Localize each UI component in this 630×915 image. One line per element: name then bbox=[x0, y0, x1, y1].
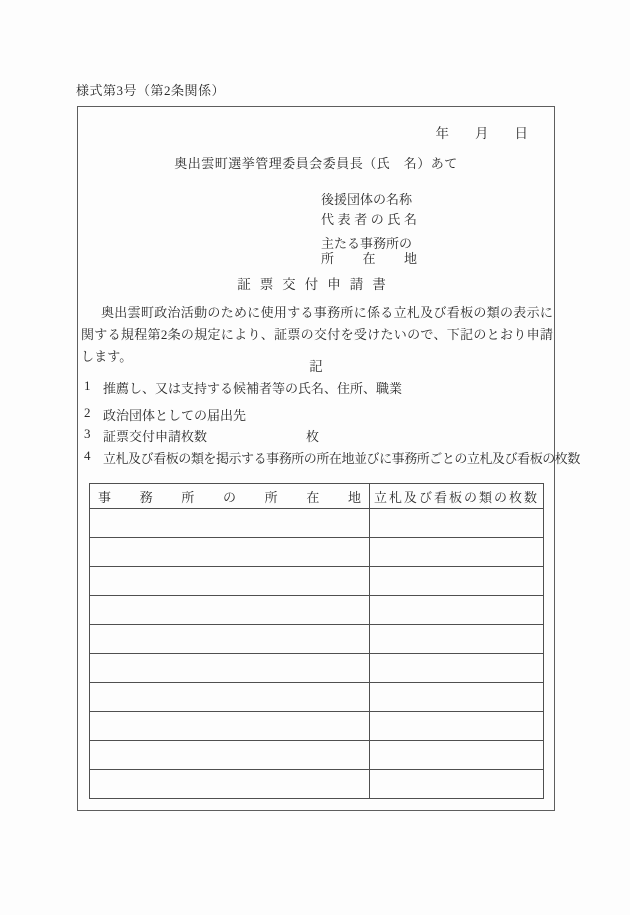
sign-count-cell bbox=[370, 683, 544, 712]
item-2-text: 政治団体としての届出先 bbox=[103, 408, 247, 423]
item-4-number: 4 bbox=[84, 448, 91, 463]
form-frame bbox=[77, 106, 580, 811]
item-1-number: 1 bbox=[84, 378, 91, 393]
office-address-cell bbox=[90, 596, 370, 625]
sign-count-cell bbox=[370, 770, 544, 799]
date-year-label: 年 bbox=[435, 126, 449, 141]
column-header-sign-count-text: 立札及び看板の類の枚数 bbox=[373, 489, 539, 505]
table-row bbox=[90, 770, 544, 799]
table-row bbox=[90, 596, 544, 625]
office-address-cell bbox=[90, 770, 370, 799]
table-row bbox=[90, 509, 544, 538]
sign-count-cell bbox=[370, 567, 544, 596]
main-office-label: 主たる事務所の bbox=[321, 236, 413, 251]
office-address-cell bbox=[90, 509, 370, 538]
sign-count-cell bbox=[370, 596, 544, 625]
item-3-number: 3 bbox=[84, 426, 91, 441]
table-row bbox=[90, 625, 544, 654]
table-row bbox=[90, 654, 544, 683]
office-address-cell bbox=[90, 654, 370, 683]
item-3-sheets-unit-label: 枚 bbox=[306, 429, 320, 444]
office-address-cell bbox=[90, 683, 370, 712]
sign-count-cell bbox=[370, 712, 544, 741]
date-month-label: 月 bbox=[475, 126, 489, 141]
office-address-cell bbox=[90, 741, 370, 770]
table-row bbox=[90, 741, 544, 770]
column-header-office-address bbox=[90, 484, 370, 509]
item-2-number: 2 bbox=[84, 405, 91, 420]
sign-count-cell bbox=[370, 625, 544, 654]
sign-count-cell bbox=[370, 538, 544, 567]
form-number-label: 様式第3号（第2条関係） bbox=[76, 83, 226, 98]
document-title: 証票交付申請書 bbox=[237, 277, 395, 292]
table-header-row bbox=[90, 484, 544, 509]
sign-count-cell bbox=[370, 741, 544, 770]
date-day-label: 日 bbox=[514, 126, 528, 141]
list-marker-ki: 記 bbox=[309, 359, 323, 374]
item-3-text: 証票交付申請枚数 bbox=[103, 429, 208, 444]
column-header-sign-count bbox=[370, 484, 544, 509]
addressee-line: 奥出雲町選挙管理委員会委員長（氏 名）あて bbox=[174, 156, 458, 171]
table-body bbox=[90, 509, 544, 799]
office-address-cell bbox=[90, 712, 370, 741]
table-row bbox=[90, 683, 544, 712]
office-address-cell bbox=[90, 625, 370, 654]
sign-count-cell bbox=[370, 509, 544, 538]
column-header-office-address-text: 事務所の所在地 bbox=[98, 489, 361, 505]
supporter-group-name-label: 後援団体の名称 bbox=[321, 192, 413, 207]
date-line bbox=[436, 122, 529, 142]
office-address-cell bbox=[90, 538, 370, 567]
item-4-text: 立札及び看板の類を掲示する事務所の所在地並びに事務所ごとの立札及び看板の枚数 bbox=[103, 451, 580, 466]
table-row bbox=[90, 538, 544, 567]
table-row bbox=[90, 712, 544, 741]
item-1-text: 推薦し、又は支持する候補者等の氏名、住所、職業 bbox=[103, 381, 403, 396]
sign-count-cell bbox=[370, 654, 544, 683]
office-address-cell bbox=[90, 567, 370, 596]
office-address-label: 所在地 bbox=[321, 251, 417, 266]
application-statement: 奥出雲町政治活動のために使用する事務所に係る立札及び看板の類の表示に関する規程第2条の規定により、証票の交付を受けたいので、下記のとおり申請します。 bbox=[81, 305, 553, 364]
office-sign-table bbox=[89, 483, 544, 799]
table-row bbox=[90, 567, 544, 596]
representative-name-label: 代表者の氏名 bbox=[321, 212, 417, 227]
